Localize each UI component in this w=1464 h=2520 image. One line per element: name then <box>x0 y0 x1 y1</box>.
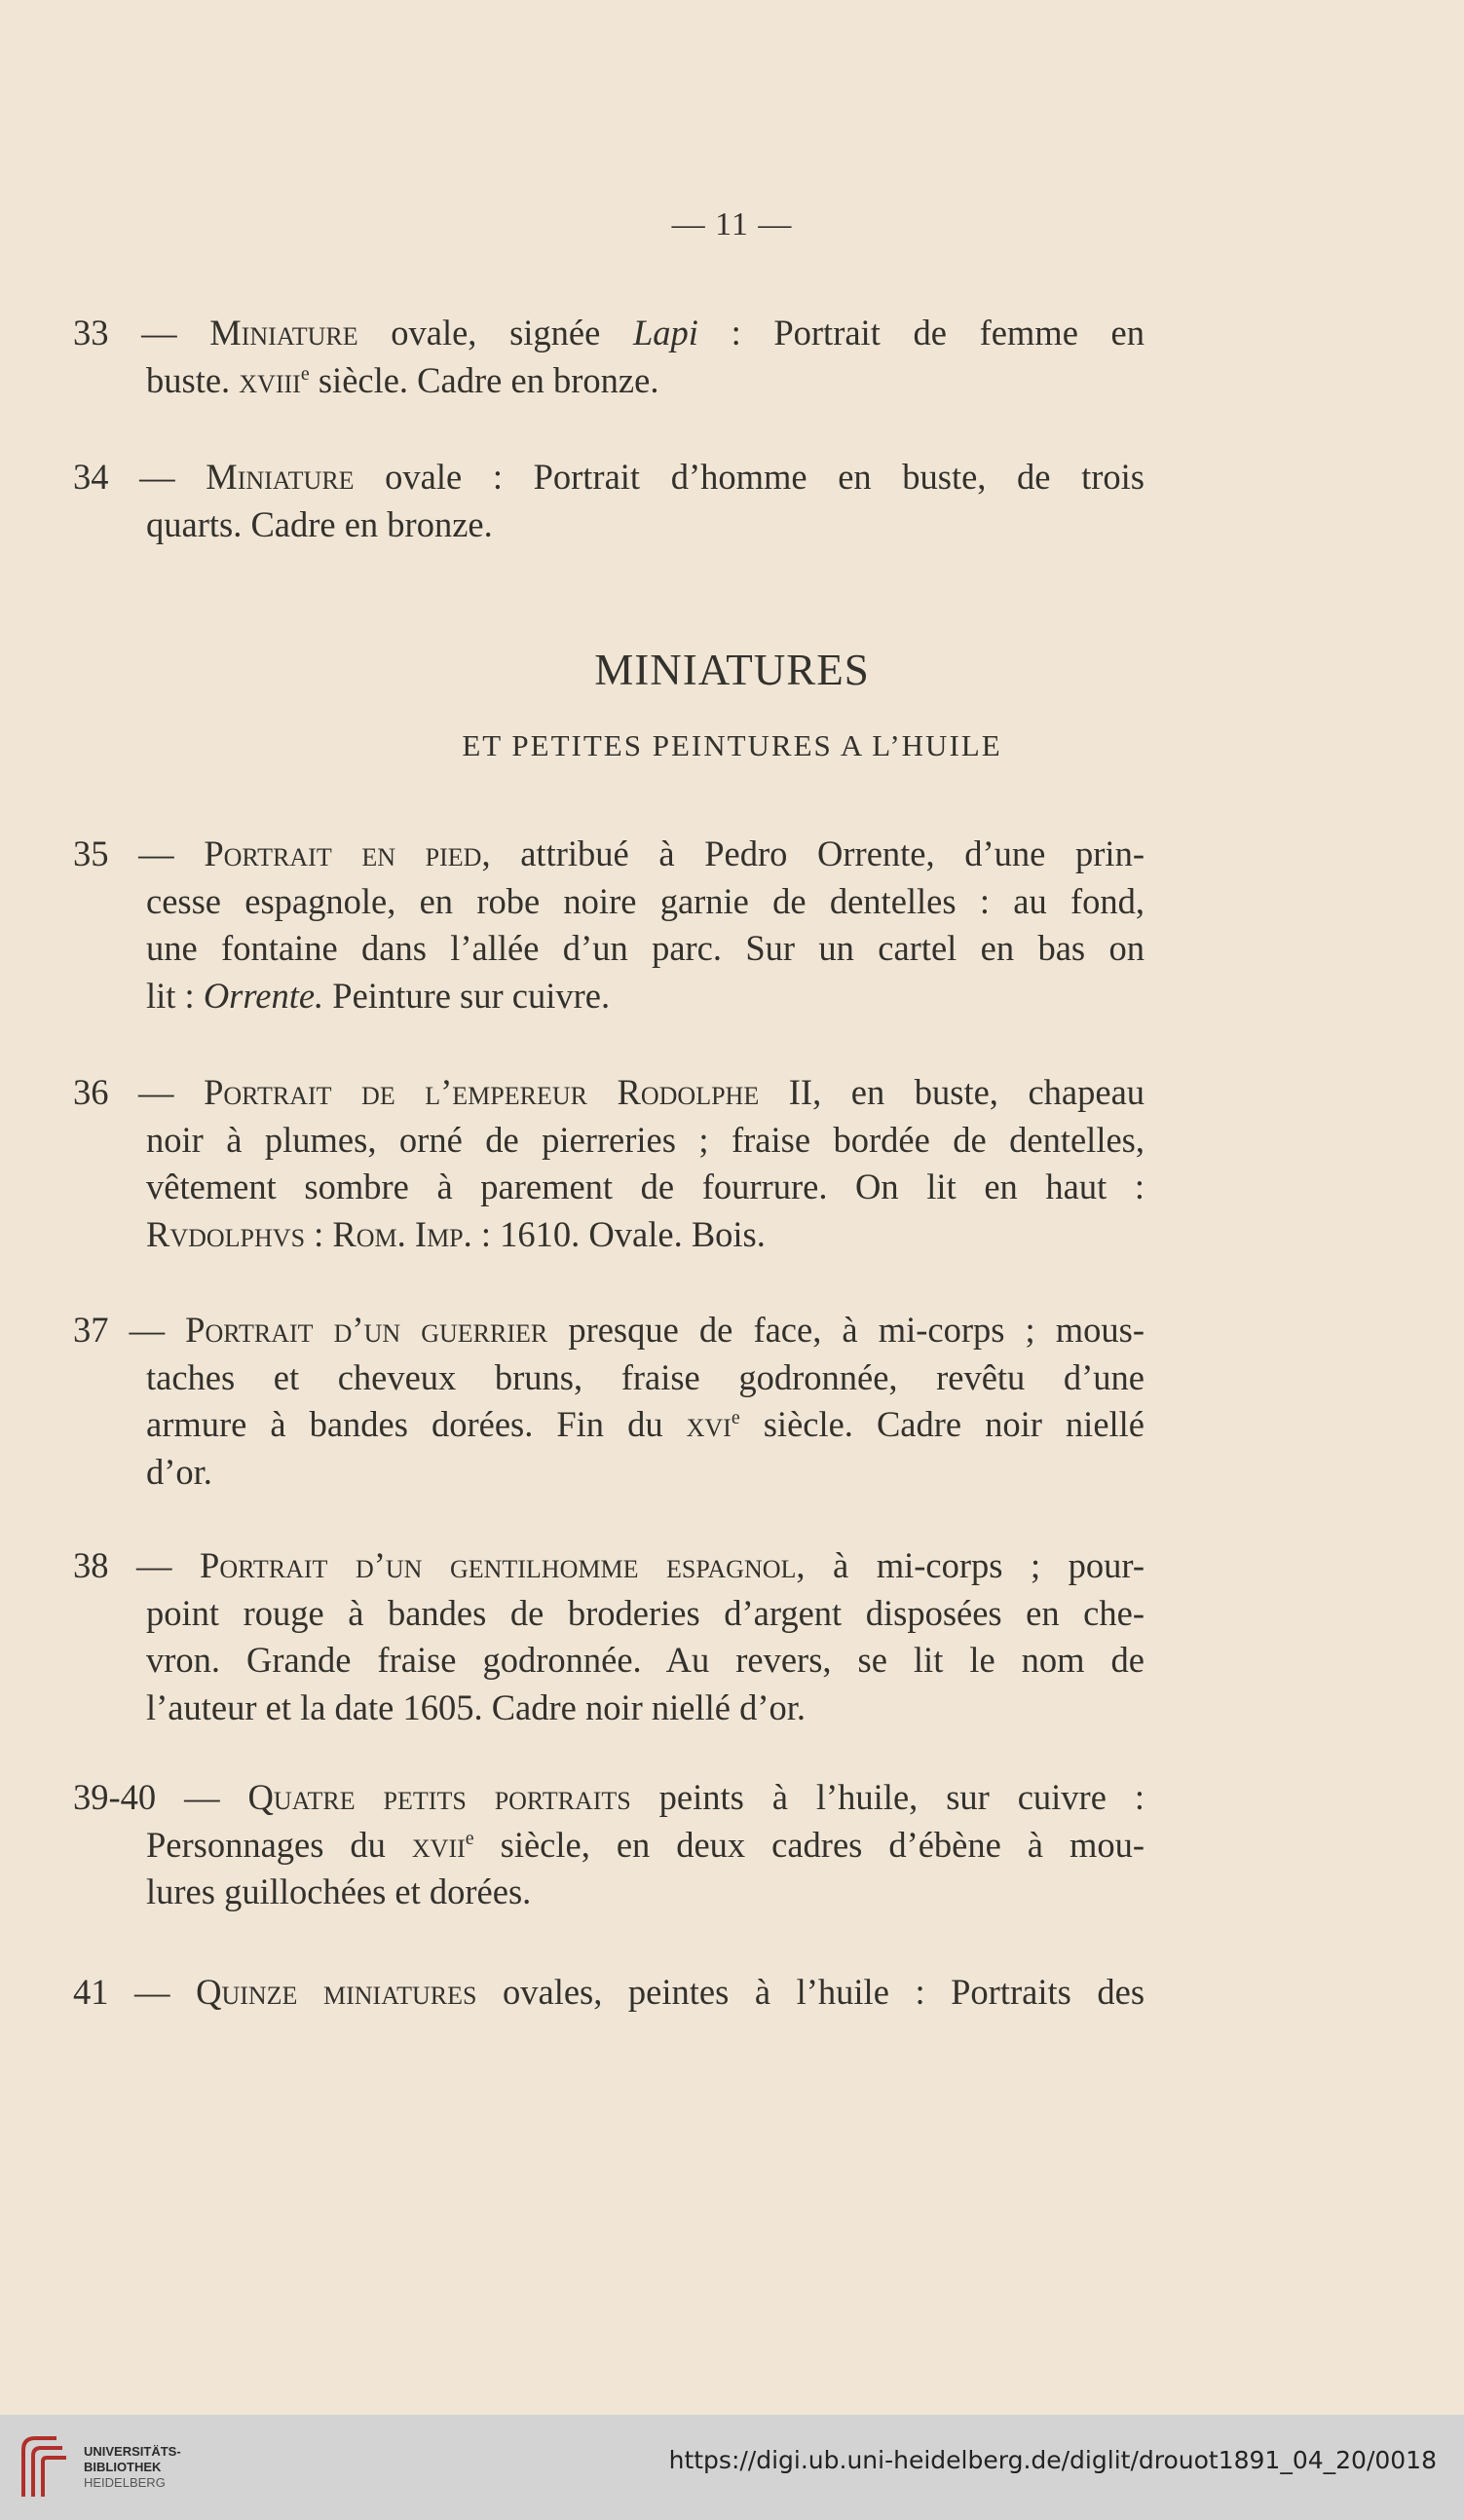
superscript: e <box>300 362 310 385</box>
entry-title: Portrait d’un guerrier <box>185 1310 548 1350</box>
catalog-entry-35 <box>73 831 1145 1019</box>
entry-line: l’auteur et la date 1605. Cadre noir niellé d’or. <box>146 1686 807 1727</box>
entry-line: vron. Grande fraise godronnée. Au revers, se lit le nom de <box>146 1640 1145 1680</box>
entry-line <box>73 1069 1145 1117</box>
entry-number: 33 <box>73 313 109 352</box>
entry-line: quarts. Cadre en bronze. <box>146 503 493 544</box>
entry-line: cesse espagnole, en robe noire garnie de dentelles : au fond, <box>146 880 1145 921</box>
entry-line <box>73 1307 1145 1354</box>
entry-line <box>73 1969 1145 2017</box>
century-numeral: xvii <box>411 1824 466 1865</box>
entry-text: , attribué à Pedro Orrente, d’une prin- <box>481 834 1145 873</box>
entry-number: 41 <box>73 1972 109 2012</box>
entry-text: presque de face, à mi-corps ; mous- <box>547 1310 1145 1350</box>
entry-text: , à mi-corps ; pour- <box>796 1545 1145 1585</box>
entry-number: 36 <box>73 1072 109 1112</box>
entry-line: point rouge à bandes de broderies d’argent disposées en che- <box>146 1592 1145 1633</box>
entry-line <box>73 454 1145 501</box>
entry-dash: — <box>156 1777 248 1817</box>
permalink-url[interactable]: https://digi.ub.uni-heidelberg.de/diglit/drouot1891_04_20/0018 <box>668 2446 1437 2474</box>
entry-text: ovales, peintes à l’huile : Portraits des <box>476 1972 1145 2012</box>
entry-text: peints à l’huile, sur cuivre : <box>630 1777 1145 1817</box>
library-name-line: HEIDELBERG <box>84 2475 166 2490</box>
entry-text: armure à bandes dorées. Fin du <box>146 1404 687 1444</box>
superscript: e <box>731 1406 740 1428</box>
entry-line <box>73 1211 1145 1259</box>
entry-dash: — <box>108 834 205 873</box>
signature-text: Orrente. <box>203 975 324 1016</box>
catalog-entry-34 <box>73 454 1145 548</box>
entry-dash: — <box>108 1972 197 2012</box>
catalog-entry-36 <box>73 1069 1145 1258</box>
entry-text: siècle. Cadre en bronze. <box>309 359 659 400</box>
entry-title: Portrait de l’empereur Rodolphe <box>204 1072 760 1112</box>
entry-title: Miniature <box>206 457 355 497</box>
catalog-entry-38 <box>73 1542 1145 1731</box>
signature-text: Lapi <box>632 313 698 352</box>
library-logo-icon <box>16 2432 74 2502</box>
entry-dash: — <box>108 1545 201 1585</box>
entry-title: Miniature <box>209 313 358 352</box>
entry-line: noir à plumes, orné de pierreries ; fraise bordée de dentelles, <box>146 1119 1145 1160</box>
page-number: — 11 — <box>671 206 793 242</box>
entry-line: d’or. <box>146 1451 212 1492</box>
entry-number: 37 <box>73 1310 109 1350</box>
entry-text: lit : <box>146 975 204 1016</box>
entry-title: Portrait d’un gentilhomme espagnol <box>200 1545 797 1585</box>
catalog-entry-33 <box>73 310 1145 404</box>
entry-line: taches et cheveux bruns, fraise godronnée, revêtu d’une <box>146 1356 1145 1397</box>
entry-text: buste. <box>146 359 240 400</box>
entry-text: II, en buste, chapeau <box>759 1072 1145 1112</box>
entry-line <box>73 831 1145 878</box>
century-numeral: xviii <box>239 359 301 400</box>
entry-line <box>73 1774 1145 1822</box>
entry-line: une fontaine dans l’allée d’un parc. Sur un cartel en bas on <box>146 928 1145 968</box>
entry-line: lures guillochées et dorées. <box>146 1871 532 1911</box>
entry-title: Quatre petits portraits <box>247 1777 631 1817</box>
viewer-footer-bar <box>0 2415 1464 2520</box>
entry-line <box>73 1401 1145 1449</box>
catalog-entry-41 <box>73 1969 1145 2017</box>
entry-line <box>73 357 1145 405</box>
catalog-entry-39-40 <box>73 1774 1145 1916</box>
century-numeral: xvi <box>686 1404 732 1444</box>
entry-line <box>73 973 1145 1020</box>
entry-text: siècle. Cadre noir niellé <box>739 1404 1145 1444</box>
entry-number: 35 <box>73 834 109 873</box>
superscript: e <box>465 1827 474 1849</box>
entry-text: : Portrait de femme en <box>697 313 1145 352</box>
library-name-line: BIBLIOTHEK <box>84 2460 162 2474</box>
entry-dash: — <box>108 1310 186 1350</box>
entry-line <box>73 1542 1145 1590</box>
entry-title: Portrait en pied <box>204 834 482 873</box>
entry-dash: — <box>108 457 206 497</box>
catalog-entry-37 <box>73 1307 1145 1496</box>
entry-dash: — <box>108 313 210 352</box>
entry-number: 34 <box>73 457 109 497</box>
entry-text: Personnages du <box>146 1824 412 1865</box>
entry-text: ovale, signée <box>357 313 633 352</box>
inscription-text: Rvdolphvs : Rom. Imp. <box>146 1213 472 1254</box>
entry-line <box>73 310 1145 357</box>
entry-title: Quinze miniatures <box>196 1972 477 2012</box>
library-name-line: UNIVERSITÄTS- <box>84 2444 181 2459</box>
library-name <box>84 2444 181 2491</box>
section-subheading: ET PETITES PEINTURES A L’HUILE <box>462 728 1002 762</box>
entry-dash: — <box>108 1072 205 1112</box>
entry-text: Peinture sur cuivre. <box>323 975 611 1016</box>
entry-text: ovale : Portrait d’homme en buste, de trois <box>354 457 1145 497</box>
entry-number: 39-40 <box>73 1777 157 1817</box>
entry-text: siècle, en deux cadres d’ébène à mou- <box>473 1824 1145 1865</box>
entry-text: : 1610. Ovale. Bois. <box>471 1213 766 1254</box>
section-heading: MINIATURES <box>594 646 870 694</box>
entry-number: 38 <box>73 1545 109 1585</box>
entry-line <box>73 1822 1145 1870</box>
entry-line: vêtement sombre à parement de fourrure. On lit en haut : <box>146 1167 1145 1206</box>
